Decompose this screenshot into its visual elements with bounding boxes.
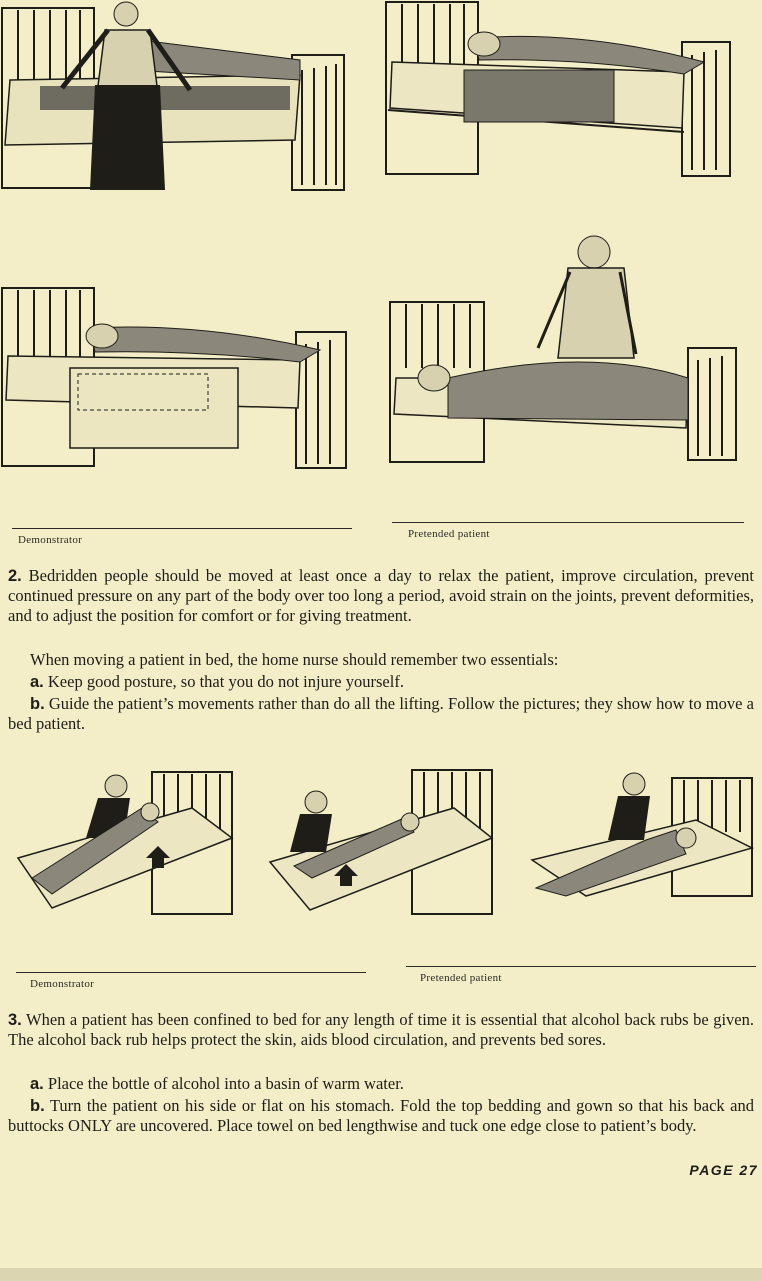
illustration-bed-with-rubber-sheet [384, 0, 736, 178]
illustration-moving-patient-step-1 [12, 768, 236, 918]
illustration-nurse-covering-patient [388, 228, 740, 464]
patient-signature-line-2 [406, 966, 756, 967]
page-bottom-edge [0, 1268, 762, 1281]
section-2-item-a [8, 672, 754, 692]
section-2-item-b [8, 694, 754, 734]
illustration-moving-patient-step-2 [264, 766, 496, 918]
pretended-patient-label-2: Pretended patient [420, 972, 502, 984]
demonstrator-signature-line-2 [16, 972, 366, 973]
bed-with-rubber-sheet-drawing [384, 0, 736, 178]
nurse-covering-patient-drawing [388, 228, 740, 464]
section-3-item-b-letter: b. [30, 1097, 45, 1115]
section-3-item-a-text: Place the bottle of alcohol into a basin of warm water. [43, 1074, 404, 1093]
demonstrator-label: Demonstrator [18, 534, 83, 546]
section-2-item-a-letter: a. [30, 673, 44, 691]
moving-patient-step-3-drawing [526, 770, 756, 900]
section-2-number: 2. [8, 567, 22, 585]
section-3-text: When a patient has been confined to bed for any length of time it is essential that alcohol back rubs be given. The alcohol back rub helps protect the skin, aids blood circulation, and prevents bed sores. [8, 1010, 754, 1049]
demonstrator-signature-line [12, 528, 352, 529]
pretended-patient-label: Pretended patient [408, 528, 490, 540]
page-number: PAGE 27 [689, 1162, 758, 1178]
section-3-item-a [8, 1074, 754, 1094]
illustration-moving-patient-step-3 [526, 770, 756, 900]
section-3-item-a-letter: a. [30, 1075, 44, 1093]
section-2-text: Bedridden people should be moved at least once a day to relax the patient, improve circulation, prevent continued pressure on any part of the body over too long a period, avoid strain on the joints, prevent deformities, and to adjust the position for comfort or for giving treatment. [8, 566, 754, 625]
bed-with-cotton-drawsheet-drawing [0, 284, 352, 470]
section-2-paragraph [8, 566, 754, 626]
illustration-nurse-spreading-drawsheet [0, 0, 350, 192]
section-3-item-b [8, 1096, 754, 1136]
demonstrator-label-2: Demonstrator [30, 978, 95, 990]
section-3-item-b-text: Turn the patient on his side or flat on his stomach. Fold the top bedding and gown so that his back and buttocks ONLY are uncovered. Place towel on bed lengthwise and tuck one edge close to patient’s body. [8, 1096, 754, 1135]
section-2-item-b-letter: b. [30, 695, 45, 713]
patient-signature-line [392, 522, 744, 523]
section-2-item-b-text: Guide the patient’s movements rather than do all the lifting. Follow the pictures; they show how to move a bed patient. [8, 694, 754, 733]
section-3-number: 3. [8, 1011, 22, 1029]
section-3-paragraph [8, 1010, 754, 1050]
moving-patient-step-2-drawing [264, 766, 496, 918]
illustration-bed-with-cotton-drawsheet [0, 284, 352, 470]
nurse-spreading-drawsheet-drawing [0, 0, 350, 192]
section-2-item-a-text: Keep good posture, so that you do not injure yourself. [43, 672, 404, 691]
section-2-intro: When moving a patient in bed, the home nurse should remember two essentials: [30, 650, 559, 669]
moving-patient-step-1-drawing [12, 768, 236, 918]
